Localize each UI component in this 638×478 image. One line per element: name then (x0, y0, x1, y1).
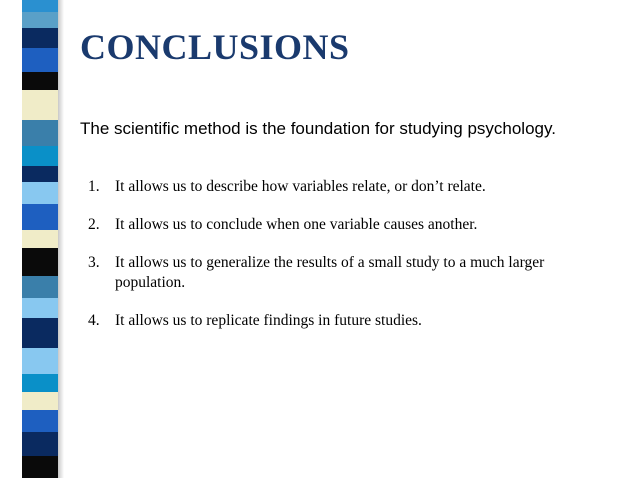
list-item (88, 177, 588, 197)
decorative-stripe-bar (22, 0, 60, 478)
item-text: It allows us to conclude when one variable causes another. (115, 216, 478, 233)
item-number: 2. (88, 216, 100, 233)
item-text: It allows us to describe how variables relate, or don’t relate. (115, 178, 486, 195)
intro-text: The scientific method is the foundation for studying psychology. (80, 119, 556, 138)
item-number: 1. (88, 178, 100, 195)
list-item (88, 311, 588, 331)
item-text: It allows us to replicate findings in future studies. (115, 312, 422, 329)
list-item (88, 253, 588, 293)
list-item (88, 215, 588, 235)
slide-title: CONCLUSIONS (80, 27, 350, 67)
item-number: 4. (88, 312, 100, 329)
item-text: It allows us to generalize the results of a small study to a much larger population. (115, 254, 545, 291)
item-number: 3. (88, 254, 100, 271)
conclusion-list (88, 177, 588, 349)
